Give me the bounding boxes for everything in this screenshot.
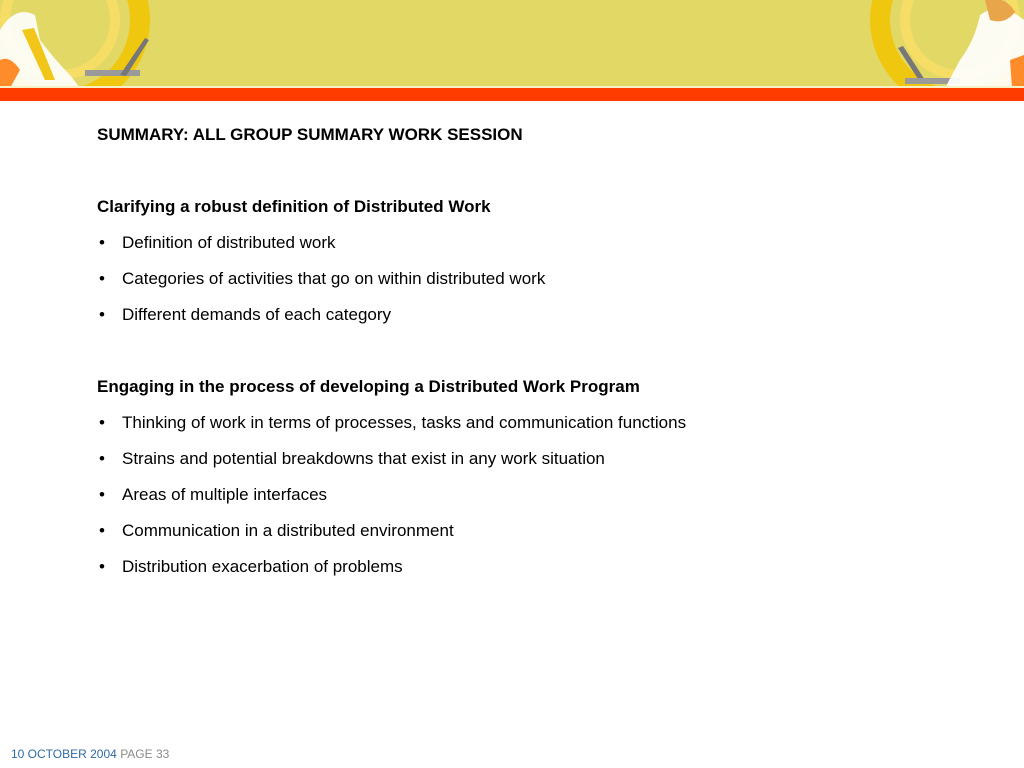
- bullet-icon: •: [99, 449, 105, 468]
- list-item: [97, 556, 977, 578]
- header-banner: [0, 0, 1024, 88]
- header-illustration: [0, 0, 1024, 88]
- bullet-icon: •: [99, 233, 105, 252]
- header-stripe: [0, 88, 1024, 101]
- slide-footer: [11, 747, 169, 761]
- list-item-text: Definition of distributed work: [122, 233, 336, 252]
- section-heading: Engaging in the process of developing a Distributed Work Program: [97, 377, 640, 396]
- list-item-text: Communication in a distributed environment: [122, 521, 454, 540]
- section-heading: Clarifying a robust definition of Distributed Work: [97, 197, 491, 216]
- bullet-icon: •: [99, 413, 105, 432]
- slide-title: SUMMARY: ALL GROUP SUMMARY WORK SESSION: [97, 125, 523, 144]
- list-item: [97, 232, 977, 254]
- list-item-text: Strains and potential breakdowns that exist in any work situation: [122, 449, 605, 468]
- bullet-icon: •: [99, 305, 105, 324]
- bullet-icon: •: [99, 485, 105, 504]
- bullet-icon: •: [99, 521, 105, 540]
- list-item: [97, 520, 977, 542]
- footer-date: 10 OCTOBER 2004: [11, 747, 117, 761]
- section-program: [97, 376, 977, 578]
- slide-content: [97, 124, 977, 592]
- list-item-text: Thinking of work in terms of processes, tasks and communication functions: [122, 413, 687, 432]
- list-item-text: Distribution exacerbation of problems: [122, 557, 403, 576]
- list-item-text: Areas of multiple interfaces: [122, 485, 328, 504]
- bullet-list: [97, 232, 977, 326]
- list-item: [97, 484, 977, 506]
- footer-page-number: PAGE 33: [120, 747, 170, 761]
- laptop-left-base: [85, 70, 140, 76]
- list-item-text: Different demands of each category: [122, 305, 392, 324]
- section-spacer: [97, 340, 977, 376]
- list-item-text: Categories of activities that go on within distributed work: [122, 269, 546, 288]
- list-item: [97, 268, 977, 290]
- bullet-list: [97, 412, 977, 578]
- list-item: [97, 304, 977, 326]
- bullet-icon: •: [99, 557, 105, 576]
- person-right-chair: [1010, 55, 1024, 88]
- list-item: [97, 412, 977, 434]
- bullet-icon: •: [99, 269, 105, 288]
- section-definition: [97, 196, 977, 326]
- list-item: [97, 448, 977, 470]
